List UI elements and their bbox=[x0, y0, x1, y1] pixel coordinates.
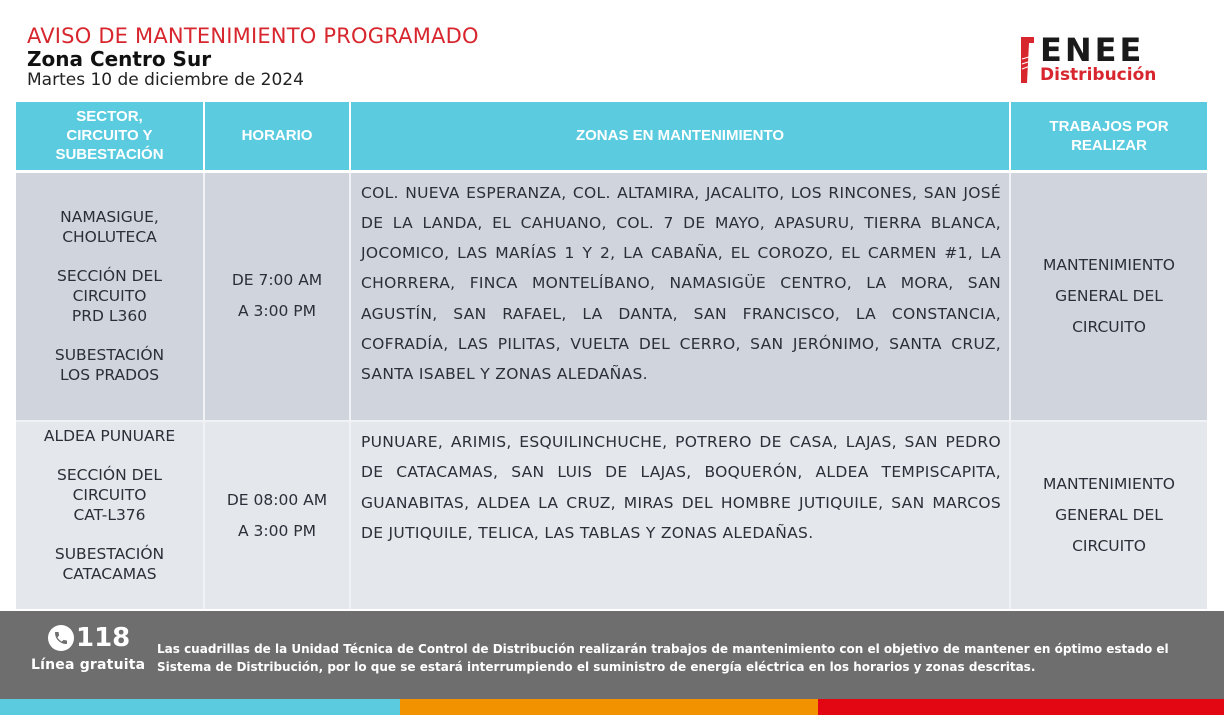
logo-subtitle: Distribución bbox=[1040, 65, 1157, 85]
sector-circuit: SECCIÓN DEL CIRCUITO CAT-L376 bbox=[57, 466, 162, 524]
notice-header bbox=[0, 0, 1224, 100]
logo-brand: ENEE bbox=[1040, 31, 1145, 69]
table-header-row bbox=[16, 102, 1207, 171]
trabajos-cell: MANTENIMIENTO GENERAL DEL CIRCUITO bbox=[1010, 171, 1207, 421]
horario-cell: DE 08:00 AM A 3:00 PM bbox=[204, 421, 350, 609]
column-header-horario: HORARIO bbox=[204, 102, 350, 171]
sector-location: NAMASIGUE, CHOLUTECA bbox=[60, 208, 159, 247]
column-header-sector: SECTOR, CIRCUITO Y SUBESTACIÓN bbox=[16, 102, 204, 171]
sector-cell bbox=[16, 171, 204, 421]
column-header-zonas: ZONAS EN MANTENIMIENTO bbox=[350, 102, 1010, 171]
hotline-label: Línea gratuita bbox=[31, 657, 146, 673]
column-header-trabajos: TRABAJOS POR REALIZAR bbox=[1010, 102, 1207, 171]
notice-title: AVISO DE MANTENIMIENTO PROGRAMADO bbox=[27, 24, 479, 48]
tower-flag-icon bbox=[1020, 37, 1034, 83]
sector-substation: SUBESTACIÓN LOS PRADOS bbox=[54, 346, 165, 385]
enee-logo bbox=[1018, 33, 1188, 89]
sector-circuit: SECCIÓN DEL CIRCUITO PRD L360 bbox=[57, 267, 162, 326]
table-row bbox=[16, 171, 1207, 421]
color-stripe-red bbox=[818, 699, 1224, 715]
sector-substation: SUBESTACIÓN CATACAMAS bbox=[54, 545, 165, 583]
hotline bbox=[48, 623, 130, 653]
zonas-cell: PUNUARE, ARIMIS, ESQUILINCHUCHE, POTRERO DE CASA, LAJAS, SAN PEDRO DE CATACAMAS, SAN LUIS DE LAJAS, BOQUERÓN, ALDEA TEMPISCAPITA, GUANABITAS, ALDEA LA CRUZ, MIRAS DEL HOMBRE JUTIQUILE, SAN MARCOS DE JUTIQUILE, TELICA, LAS TABLAS Y ZONAS ALEDAÑAS. bbox=[350, 421, 1010, 609]
color-stripe-orange bbox=[400, 699, 818, 715]
footer-bar bbox=[0, 611, 1224, 699]
zone-name: Zona Centro Sur bbox=[27, 47, 212, 71]
horario-cell: DE 7:00 AM A 3:00 PM bbox=[204, 171, 350, 421]
trabajos-cell: MANTENIMIENTO GENERAL DEL CIRCUITO bbox=[1010, 421, 1207, 609]
footer-notice: Las cuadrillas de la Unidad Técnica de Control de Distribución realizarán trabajos de mantenimiento con el objetivo de mantener en óptimo estado el Sistema de Distribución, por lo que se estará interrumpiendo el suministro de energía eléctrica en los horarios y zonas descritas. bbox=[157, 642, 1169, 674]
color-stripe-cyan bbox=[0, 699, 400, 715]
sector-location: ALDEA PUNUARE bbox=[43, 427, 176, 445]
notice-date: Martes 10 de diciembre de 2024 bbox=[27, 70, 304, 90]
hotline-number: 118 bbox=[76, 623, 131, 653]
table-row bbox=[16, 421, 1207, 609]
phone-icon bbox=[48, 625, 74, 651]
sector-cell bbox=[16, 421, 204, 609]
zonas-cell: COL. NUEVA ESPERANZA, COL. ALTAMIRA, JACALITO, LOS RINCONES, SAN JOSÉ DE LA LANDA, EL CAHUANO, COL. 7 DE MAYO, APASURU, TIERRA BLANCA, JOCOMICO, LAS MARÍAS 1 Y 2, LA CABAÑA, EL COROZO, EL CARMEN #1, LA CHORRERA, FINCA MONTELÍBANO, NAMASIGÜE CENTRO, LA MORA, SAN AGUSTÍN, SAN RAFAEL, LA DANTA, SAN FRANCISCO, LA CONSTANCIA, COFRADÍA, LAS PILITAS, VUELTA DEL CERRO, SAN JERÓNIMO, SANTA CRUZ, SANTA ISABEL Y ZONAS ALEDAÑAS. bbox=[350, 171, 1010, 421]
maintenance-table bbox=[16, 102, 1207, 609]
